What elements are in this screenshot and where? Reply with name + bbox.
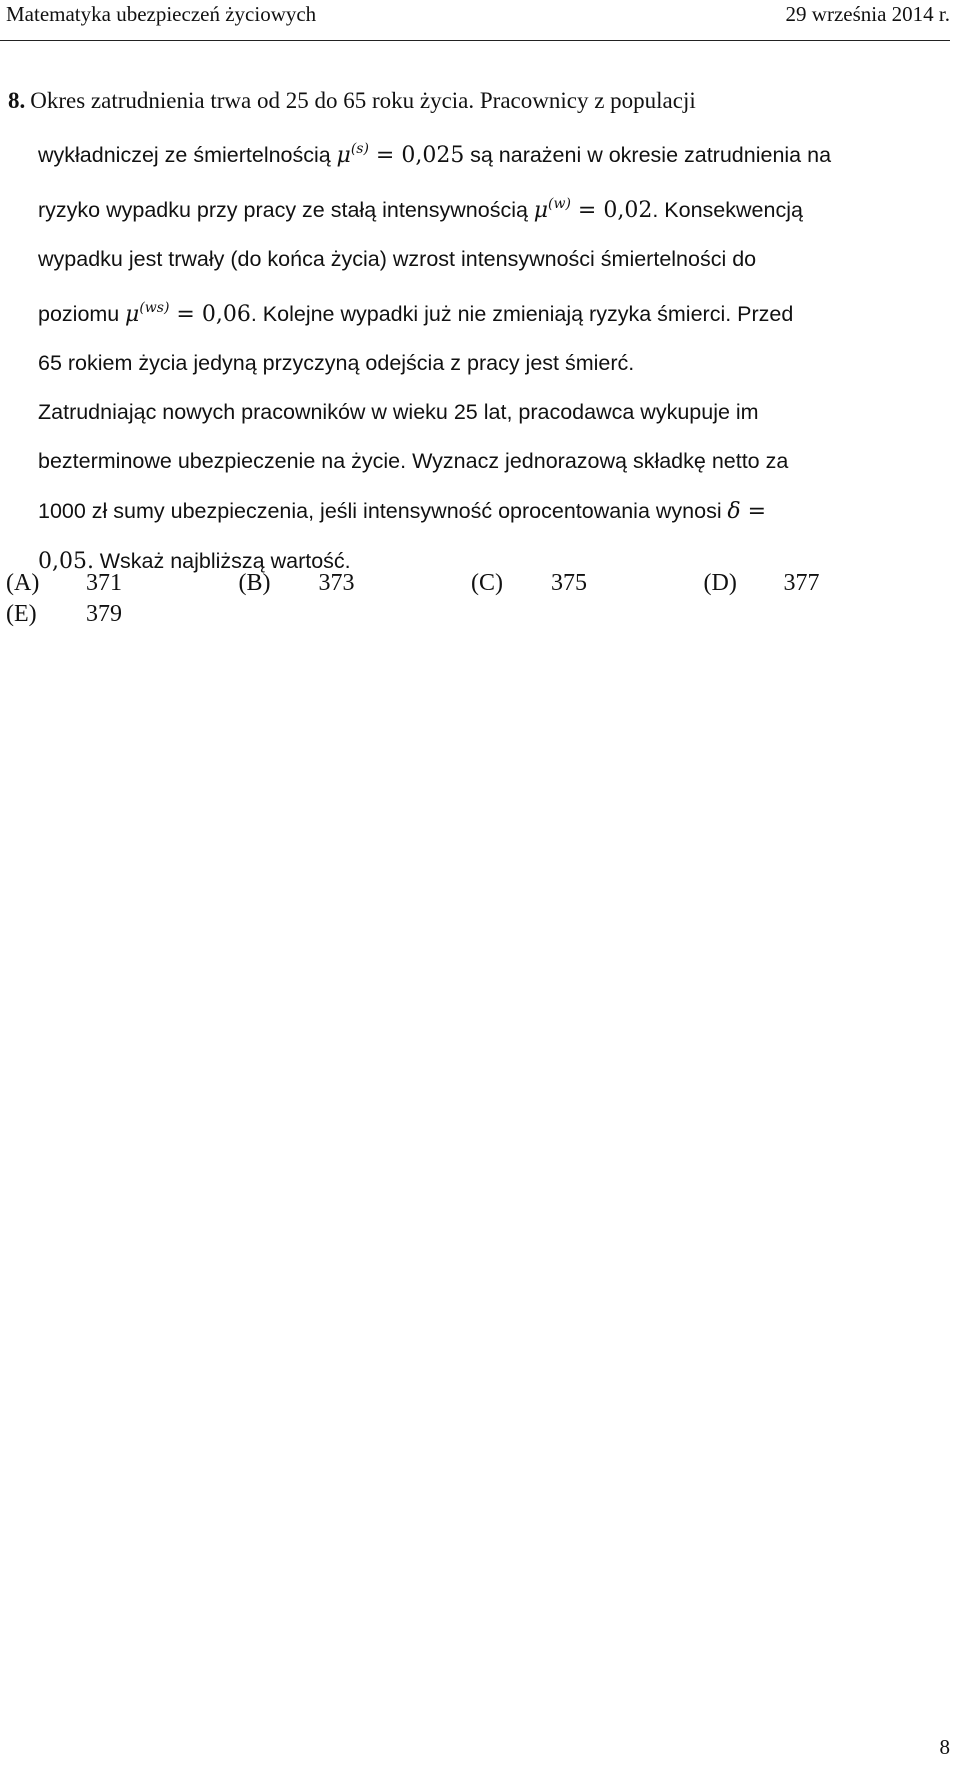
question-number: 8. [8, 88, 26, 113]
mu-value: = 0,06 [176, 302, 251, 327]
question-line-9 [8, 486, 943, 536]
mu-superscript: (s) [350, 141, 369, 157]
answer-label: (D) [703, 570, 737, 596]
question-line-1 [8, 76, 943, 125]
question-line-2 [8, 125, 943, 180]
question-text-5b: . Kolejne wypadki już nie zmieniają ryzyka śmierci. Przed [250, 302, 794, 326]
answer-options [6, 568, 936, 630]
answer-value: 373 [318, 570, 355, 596]
delta-value-text: 0,05. [38, 549, 94, 574]
answer-label: (E) [6, 601, 37, 627]
answer-a[interactable] [6, 568, 239, 599]
page-number: 8 [939, 1735, 950, 1759]
answer-b[interactable] [239, 568, 472, 599]
delta-equals: = [747, 499, 767, 524]
mu-symbol: μ [533, 198, 548, 223]
question-text-1: Okres zatrudnienia trwa od 25 do 65 roku życia. Pracownicy z populacji [30, 88, 696, 113]
answer-row-2 [6, 599, 936, 630]
question-line-7: Zatrudniając nowych pracowników w wieku 25 lat, pracodawca wykupuje im [38, 400, 759, 424]
answer-label: (A) [6, 570, 40, 596]
answer-value: 371 [86, 570, 122, 596]
answer-c[interactable] [471, 568, 704, 599]
mu-ws-formula [125, 302, 251, 327]
mu-symbol: μ [125, 302, 140, 327]
question-text-5a: poziomu [38, 302, 120, 326]
answer-value: 379 [86, 601, 122, 627]
header-date: 29 września 2014 r. [785, 2, 950, 26]
answer-d[interactable] [704, 568, 937, 599]
question-text-3a: ryzyko wypadku przy pracy ze stałą intensywnością [38, 198, 528, 222]
question-text-3b: . Konsekwencją [652, 198, 803, 222]
question-text-2b: są narażeni w okresie zatrudnienia na [470, 143, 832, 167]
mu-w-formula [534, 198, 653, 223]
answer-row-1 [6, 568, 936, 599]
answer-value: 375 [551, 570, 587, 596]
answer-value: 377 [783, 570, 820, 596]
question-8 [8, 76, 943, 586]
answer-label: (C) [471, 570, 503, 596]
mu-value: = 0,025 [375, 143, 465, 168]
question-line-5 [8, 284, 943, 339]
question-line-4: wypadku jest trwały (do końca życia) wzrost intensywności śmiertelności do [38, 247, 757, 271]
mu-superscript: (ws) [139, 300, 170, 316]
question-text-10b: Wskaż najbliższą wartość. [99, 549, 351, 573]
question-text-2a: wykładniczej ze śmiertelnością [38, 143, 331, 167]
answer-label: (B) [238, 570, 271, 596]
delta-formula [727, 499, 766, 524]
mu-value: = 0,02 [577, 198, 653, 223]
mu-s-formula [337, 143, 465, 168]
delta-symbol: δ [727, 499, 741, 524]
question-text-9a: 1000 zł sumy ubezpieczenia, jeśli intensywność oprocentowania wynosi [38, 499, 722, 523]
question-line-3 [8, 180, 943, 235]
page-header [0, 0, 950, 41]
question-line-8: bezterminowe ubezpieczenie na życie. Wyznacz jednorazową składkę netto za [38, 449, 789, 473]
question-line-6: 65 rokiem życia jedyną przyczyną odejścia z pracy jest śmierć. [38, 351, 635, 375]
answer-e[interactable] [6, 599, 256, 630]
mu-superscript: (w) [548, 196, 571, 212]
mu-symbol: μ [336, 143, 351, 168]
header-title: Matematyka ubezpieczeń życiowych [6, 2, 317, 26]
